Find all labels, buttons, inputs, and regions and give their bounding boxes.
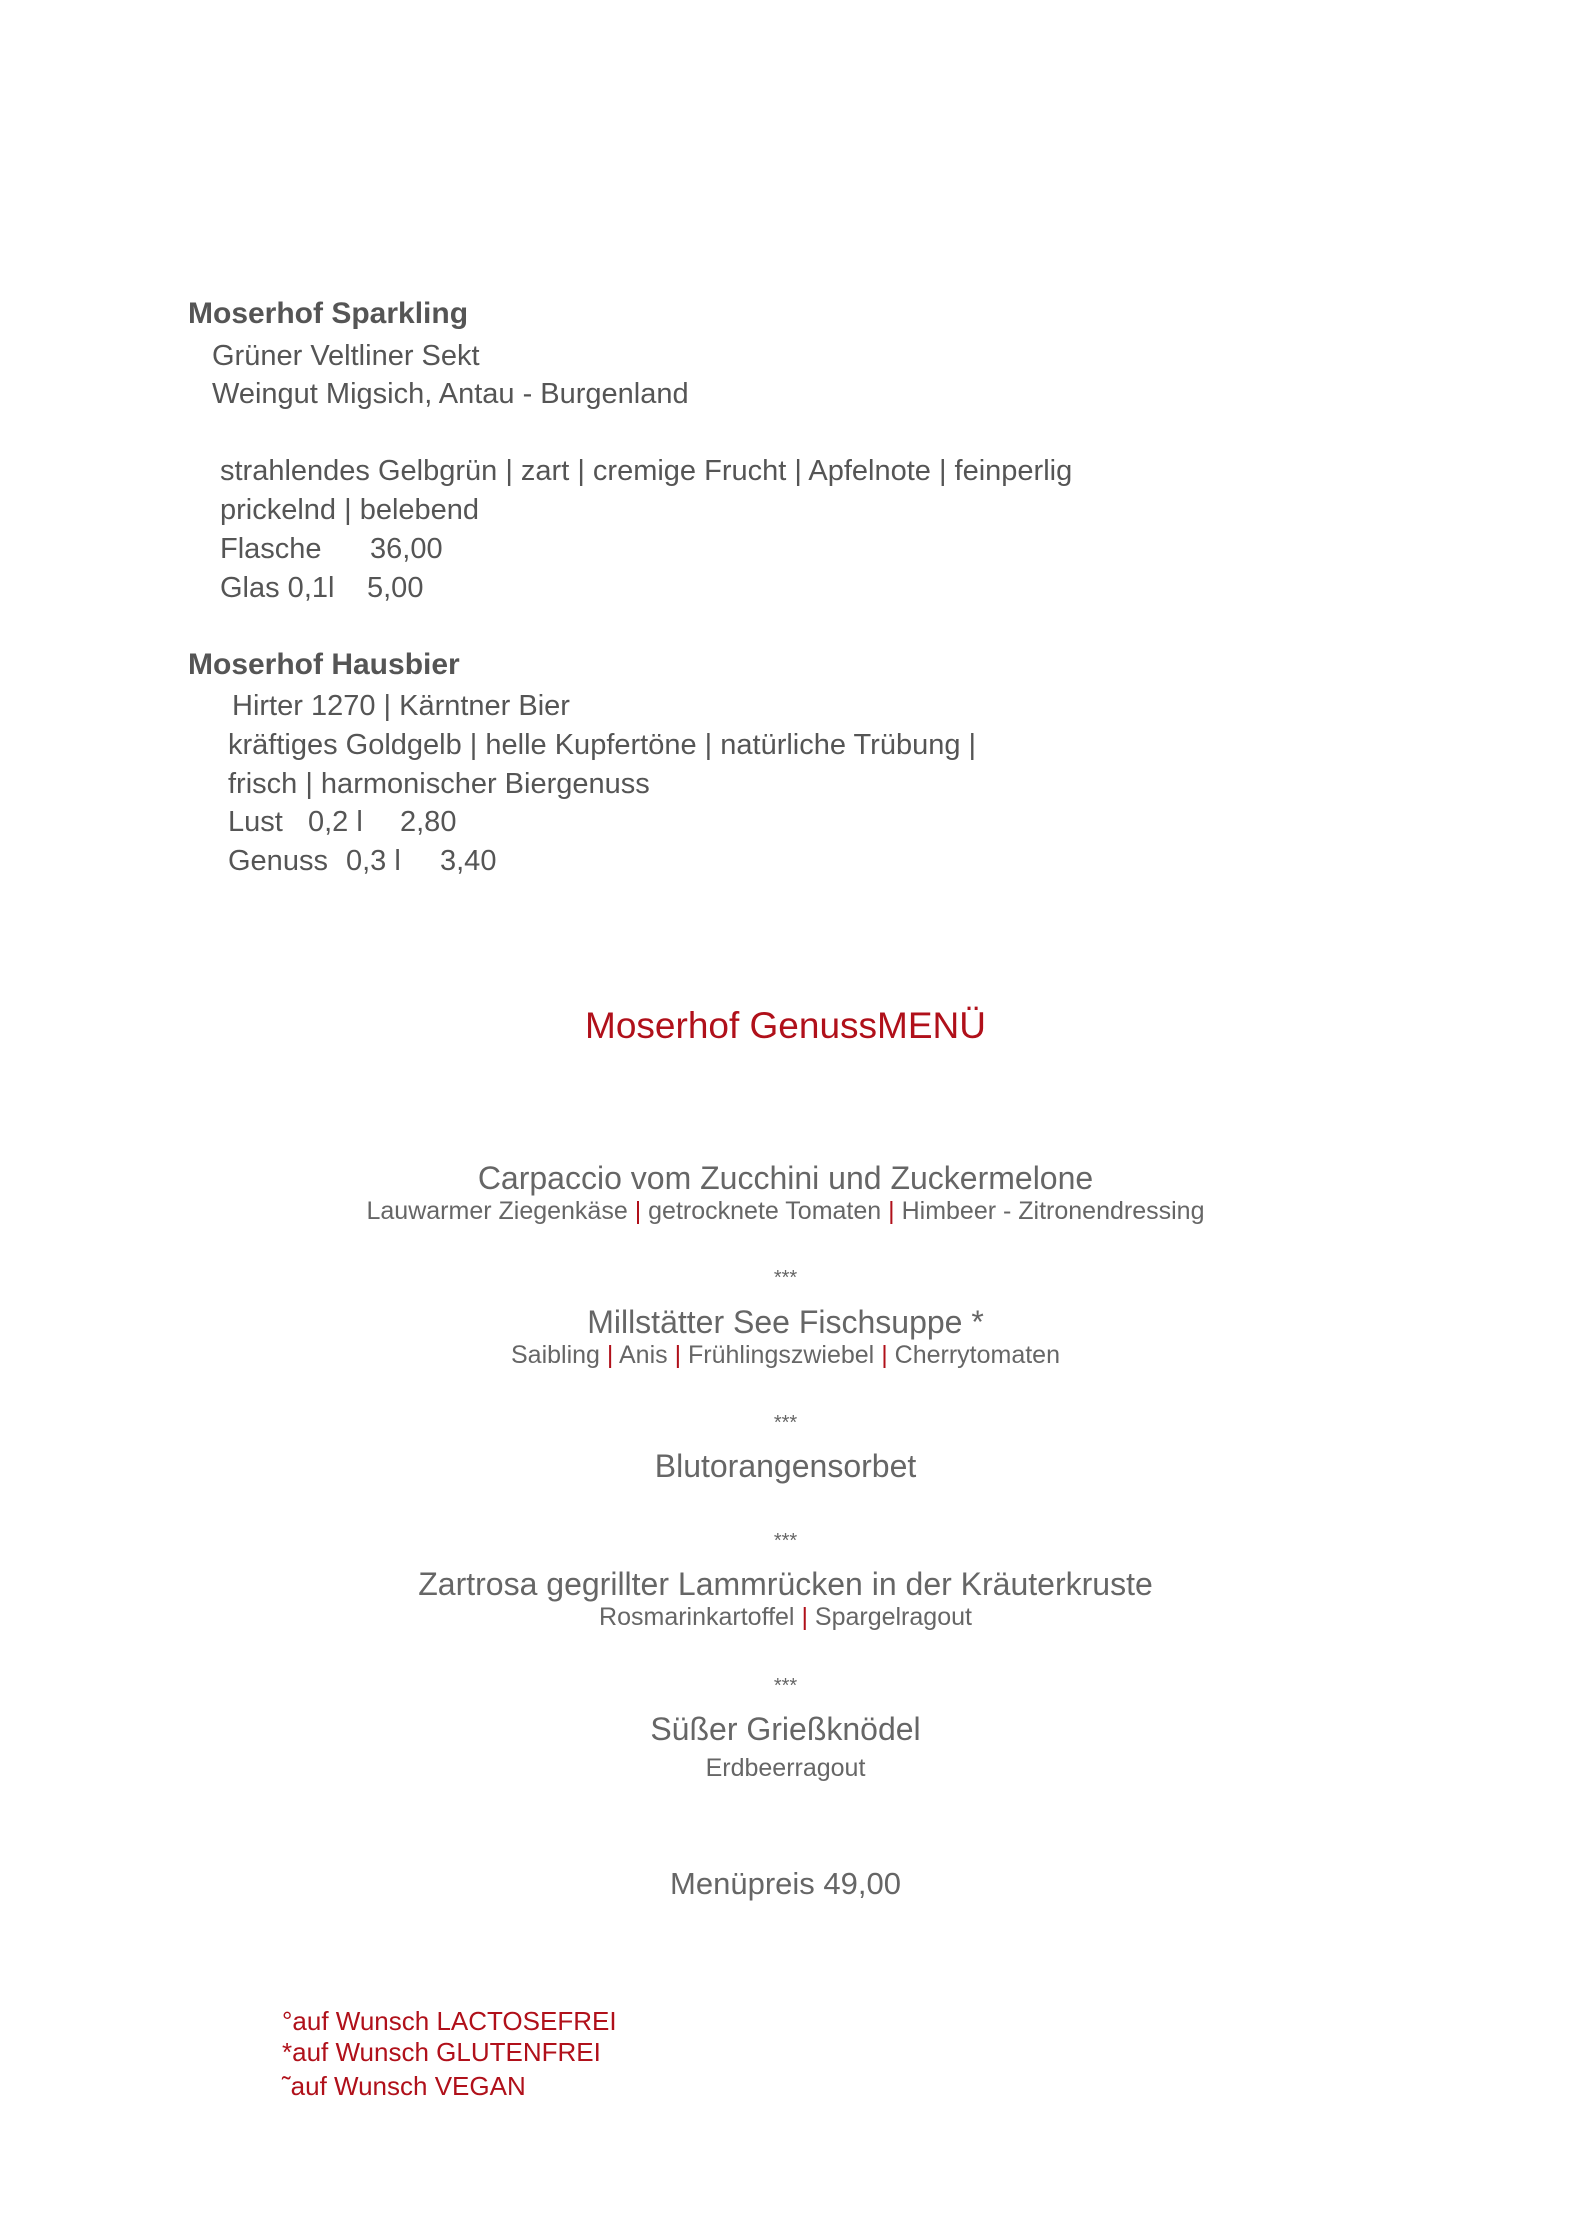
course-4-side-1: Rosmarinkartoffel <box>599 1603 795 1631</box>
sparkling-glass-price: 5,00 <box>367 572 424 604</box>
course-1-name: Carpaccio vom Zucchini und Zuckermelone <box>477 1160 1094 1196</box>
beer-large-price: 3,40 <box>440 845 497 877</box>
course-4-name: Zartrosa gegrillter Lammrücken in der Kräuterkruste <box>418 1566 1153 1602</box>
course-separator-3: *** <box>773 1530 798 1552</box>
sparkling-variety: Grüner Veltliner Sekt <box>212 340 480 372</box>
sparkling-bottle-price: 36,00 <box>370 533 443 565</box>
side-separator: | <box>634 1197 642 1225</box>
side-separator: | <box>888 1197 895 1225</box>
course-2-sides <box>0 1341 1571 1370</box>
course-4-side-2: Spargelragout <box>814 1603 972 1631</box>
sparkling-desc-2: prickelnd | belebend <box>220 494 480 526</box>
note-vegan: ˜auf Wunsch VEGAN <box>282 2071 526 2101</box>
beer-small-price: 2,80 <box>400 806 457 838</box>
sparkling-desc-1: strahlendes Gelbgrün | zart | cremige Frucht | Apfelnote | feinperlig <box>220 455 1073 487</box>
sparkling-glass-label: Glas 0,1l <box>220 572 335 604</box>
course-separator-4: *** <box>773 1675 798 1697</box>
sparkling-title: Moserhof Sparkling <box>188 297 469 330</box>
beer-large-label: Genuss <box>228 845 328 877</box>
course-2-name: Millstätter See Fischsuppe * <box>587 1304 984 1340</box>
sparkling-winery: Weingut Migsich, Antau - Burgenland <box>212 378 689 410</box>
course-2-side-4: Cherrytomaten <box>894 1341 1060 1369</box>
course-separator-1: *** <box>773 1267 798 1289</box>
course-1-side-2: getrocknete Tomaten <box>648 1197 882 1225</box>
beer-desc-1: kräftiges Goldgelb | helle Kupfertöne | natürliche Trübung | <box>228 729 977 761</box>
side-separator: | <box>801 1603 808 1631</box>
menu-title: Moserhof GenussMENÜ <box>585 1005 986 1046</box>
course-3-name: Blutorangensorbet <box>654 1448 917 1484</box>
beer-title: Moserhof Hausbier <box>188 648 460 681</box>
course-1-sides <box>0 1197 1571 1226</box>
note-gluten-free: *auf Wunsch GLUTENFREI <box>282 2037 601 2067</box>
side-separator: | <box>881 1341 888 1369</box>
course-4-sides <box>0 1603 1571 1632</box>
course-5-side-1: Erdbeerragout <box>705 1754 866 1782</box>
side-separator: | <box>606 1341 614 1369</box>
course-5-name: Süßer Grießknödel <box>650 1711 921 1747</box>
course-1-side-1: Lauwarmer Ziegenkäse <box>366 1197 628 1225</box>
beer-small-label: Lust <box>228 806 283 838</box>
beer-small-size: 0,2 l <box>308 806 363 838</box>
beer-large-size: 0,3 l <box>346 845 401 877</box>
side-separator: | <box>674 1341 682 1369</box>
course-separator-2: *** <box>773 1412 798 1434</box>
beer-desc-2: frisch | harmonischer Biergenuss <box>228 768 650 800</box>
sparkling-bottle-label: Flasche <box>220 533 322 565</box>
course-2-side-2: Anis <box>618 1341 668 1369</box>
note-lactose-free: °auf Wunsch LACTOSEFREI <box>282 2006 617 2036</box>
menu-price: Menüpreis 49,00 <box>670 1866 901 1901</box>
course-2-side-1: Saibling <box>511 1341 600 1369</box>
course-2-side-3: Frühlingszwiebel <box>688 1341 875 1369</box>
beer-brand: Hirter 1270 | Kärntner Bier <box>232 690 570 722</box>
course-1-side-3: Himbeer - Zitronendressing <box>901 1197 1205 1225</box>
